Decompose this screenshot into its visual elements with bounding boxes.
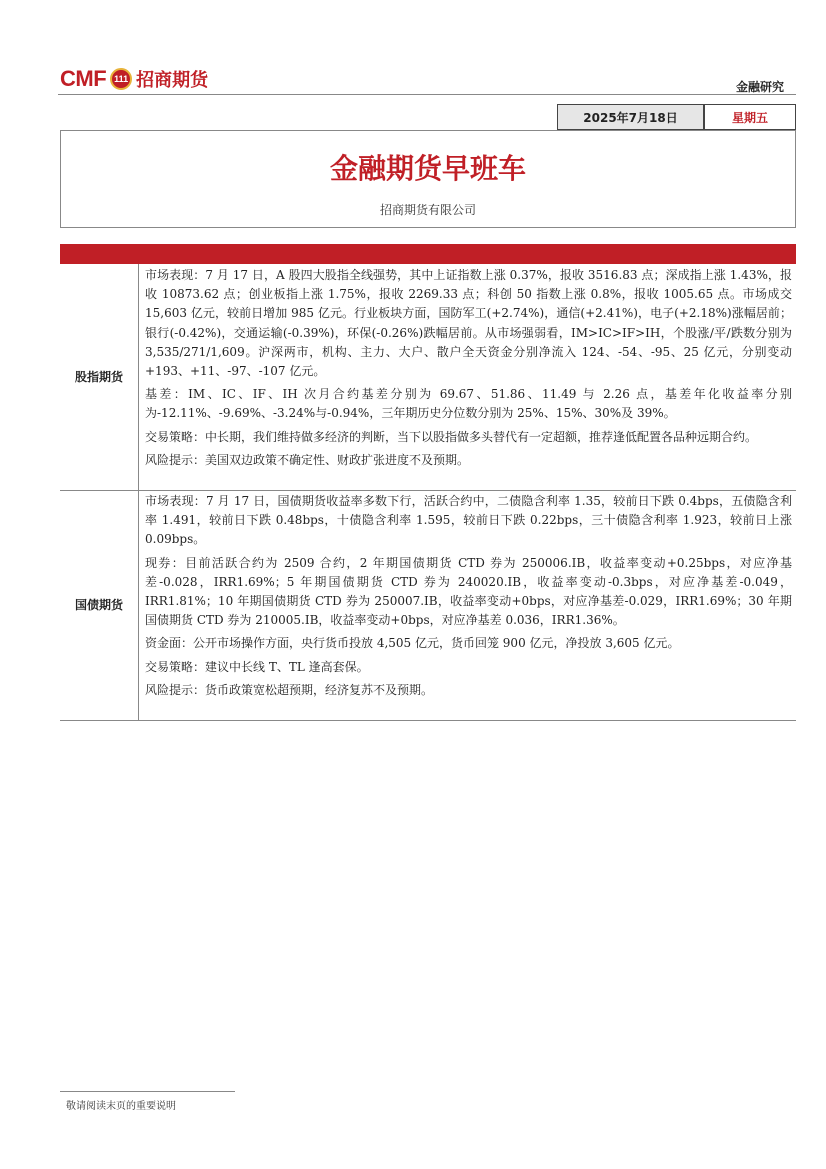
logo-text-cn: 招商期货 <box>136 70 209 91</box>
logo-text-cmf: CMF <box>60 66 107 91</box>
section-treasury-futures <box>60 490 796 721</box>
paragraph-basis: 基差：IM、IC、IF、IH 次月合约基差分别为 69.67、51.86、11.49 与 2.26 点，基差年化收益率分别为-12.11%、-9.69%、-3.24%与-0.94%，三年期历史分位数分别为 25%、15%、30%及 39%。 <box>145 387 792 421</box>
column-divider <box>138 490 139 720</box>
section-label: 国债期货 <box>74 598 123 612</box>
section-label: 股指期货 <box>74 370 123 384</box>
report-date: 2025年7月18日 <box>557 104 704 130</box>
section-stock-index-futures <box>60 264 796 491</box>
footer-divider <box>60 1091 235 1092</box>
logo-badge-icon: 111 <box>110 68 132 90</box>
table-header-bar <box>60 244 796 264</box>
paragraph-liquidity: 资金面：公开市场操作方面，央行货币投放 4,505 亿元，货币回笼 900 亿元，净投放 3,605 亿元。 <box>145 636 680 651</box>
company-logo <box>60 64 208 94</box>
header-divider <box>58 94 796 95</box>
column-divider <box>138 264 139 490</box>
department-label: 金融研究 <box>735 80 784 94</box>
section-body <box>145 266 792 474</box>
paragraph-strategy: 交易策略：中长期，我们维持做多经济的判断，当下以股指做多头替代有一定超额，推荐逢低配置各品种远期合约。 <box>145 429 758 444</box>
paragraph-market: 市场表现：7 月 17 日，A 股四大股指全线强势，其中上证指数上涨 0.37%，报收 3516.83 点；深成指上涨 1.43%，报收 10873.62 点；创业板指上涨 1.75%，报收 2269.33 点；科创 50 指数上涨 0.8%，报收 1005.65 点。市场成交 15,603 亿元，较前日增加 985 亿元。行业板块方面，国防军工(+2.74%)，通信(+2.41%)，电子(+2.18%)涨幅居前；银行(-0.42%)，交通运输(-0.39%)，环保(-0.26%)跌幅居前。从市场强弱看，IM>IC>IF>IH，个股涨/平/跌数分别为 3,535/271/1,609。沪深两市，机构、主力、大户、散户全天资金分别净流入 124、-54、-95、25 亿元，分别变动+193、+11、-97、-107 亿元。 <box>145 268 792 379</box>
paragraph-risk: 风险提示：美国双边政策不确定性、财政扩张进度不及预期。 <box>145 452 470 467</box>
paragraph-bonds: 现券：目前活跃合约为 2509 合约，2 年期国债期货 CTD 券为 250006.IB，收益率变动+0.25bps，对应净基差-0.028，IRR1.69%；5 年期国债期货 CTD 券为 240020.IB，收益率变动-0.3bps，对应净基差-0.049，IRR1.81%；10 年期国债期货 CTD 券为 250007.IB，收益率变动+0bps，对应净基差-0.029，IRR1.69%；30 年期国债期货 CTD 券为 210005.IB，收益率变动+0bps，对应净基差 0.036，IRR1.36%。 <box>145 555 792 628</box>
company-name: 招商期货有限公司 <box>379 203 476 217</box>
section-body <box>145 492 792 704</box>
report-weekday: 星期五 <box>704 104 796 130</box>
paragraph-market: 市场表现：7 月 17 日，国债期货收益率多数下行，活跃合约中，二债隐含利率 1.35，较前日下跌 0.4bps，五债隐含利率 1.491，较前日下跌 0.48bps，十债隐含利率 1.595，较前日下跌 0.22bps，三十债隐含利率 1.923，较前日上涨 0.09bps。 <box>145 494 792 547</box>
paragraph-strategy: 交易策略：建议中长线 T、TL 逢高套保。 <box>145 659 369 674</box>
footer-note: 敬请阅读末页的重要说明 <box>66 1101 176 1112</box>
page-title: 金融期货早班车 <box>329 152 526 185</box>
paragraph-risk: 风险提示：货币政策宽松超预期，经济复苏不及预期。 <box>145 682 434 697</box>
title-box <box>60 130 796 228</box>
